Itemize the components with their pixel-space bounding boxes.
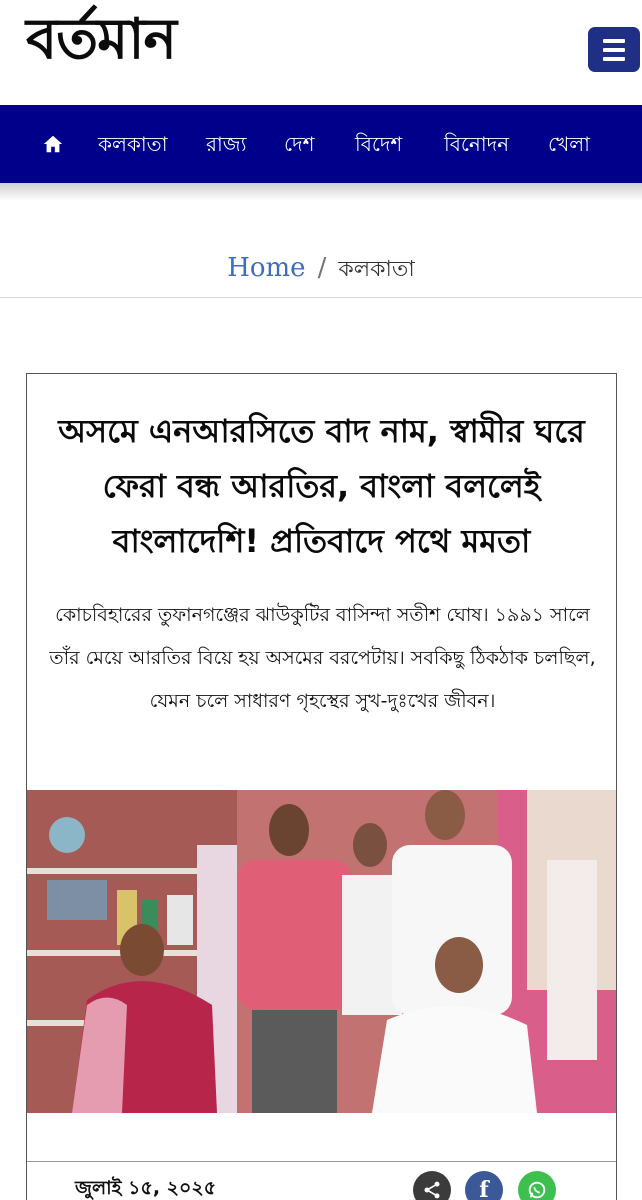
card-divider <box>27 1161 616 1162</box>
article-summary: কোচবিহারের তুফানগঞ্জের ঝাউকুটির বাসিন্দা সতীশ ঘোষ। ১৯৯১ সালে তাঁর মেয়ে আরতির বিয়ে হয় অসমের বরপেটায়। সবকিছু ঠিকঠাক চলছিল, যেমন চলে সাধারণ গৃহস্থের সুখ-দুঃখের জীবন। <box>49 604 596 712</box>
article-photo[interactable] <box>27 790 616 1113</box>
main-nav <box>0 105 642 183</box>
nav-item-kolkata[interactable]: কলকাতা <box>98 132 168 156</box>
nav-item-country[interactable]: দেশ <box>284 132 315 156</box>
nav-item-state[interactable]: রাজ্য <box>206 132 247 156</box>
site-logo[interactable]: বর্তমান <box>26 6 176 72</box>
nav-shadow <box>0 183 642 201</box>
site-header <box>0 0 642 98</box>
home-icon[interactable] <box>42 133 64 155</box>
hamburger-menu-icon[interactable] <box>588 27 640 72</box>
whatsapp-icon[interactable] <box>518 1171 556 1200</box>
facebook-icon[interactable]: f <box>465 1171 503 1200</box>
breadcrumb-separator: / <box>317 253 327 283</box>
share-icon[interactable] <box>413 1171 451 1200</box>
breadcrumb-divider <box>0 297 642 298</box>
nav-item-abroad[interactable]: বিদেশ <box>355 132 403 156</box>
article-headline[interactable]: অসমে এনআরসিতে বাদ নাম, স্বামীর ঘরে ফেরা বন্ধ আরতির, বাংলা বললেই বাংলাদেশি! প্রতিবাদে পথে মমতা <box>58 412 585 560</box>
breadcrumb-current: কলকাতা <box>338 257 415 282</box>
breadcrumb <box>0 243 642 293</box>
article-card <box>26 373 617 1200</box>
nav-item-sports[interactable]: খেলা <box>548 132 590 156</box>
breadcrumb-home-link[interactable]: Home <box>227 253 306 283</box>
article-date: জুলাই ১৫, ২০২৫ <box>75 1177 217 1199</box>
nav-item-entertainment[interactable]: বিনোদন <box>444 132 510 156</box>
